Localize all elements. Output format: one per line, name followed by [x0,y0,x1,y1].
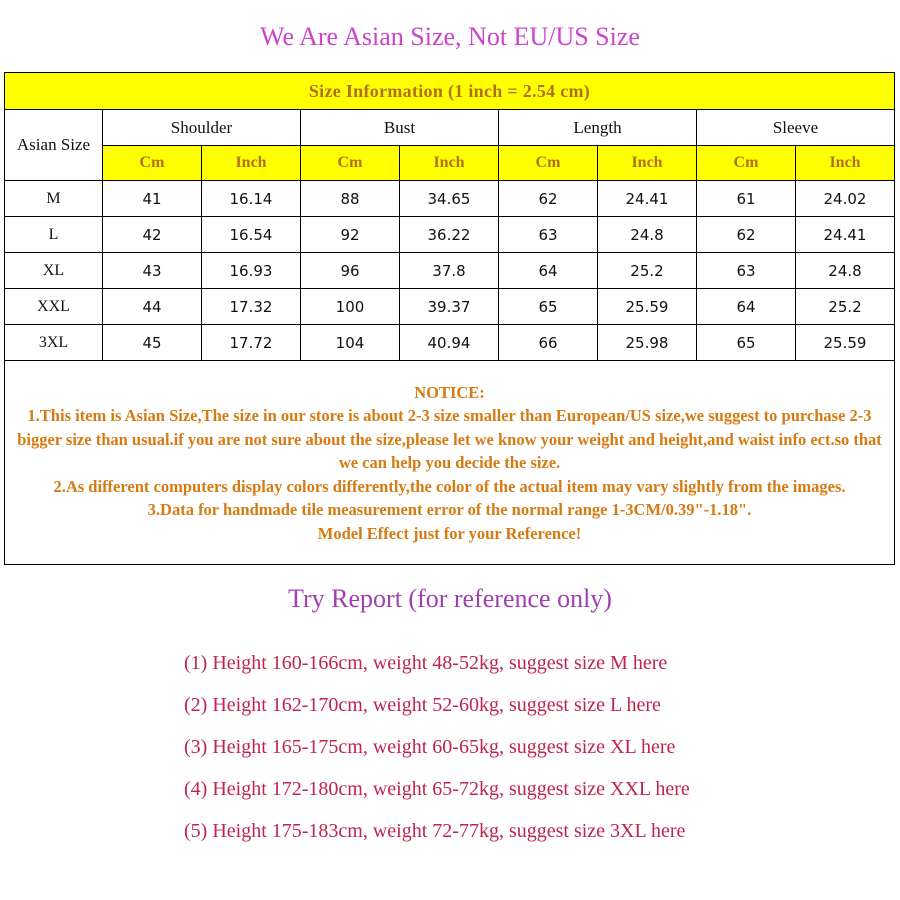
unit-header: Cm [301,146,400,181]
measurement-cell: 43 [103,253,202,289]
measurement-cell: 16.54 [202,217,301,253]
measurement-cell: 36.22 [400,217,499,253]
measurement-cell: 17.72 [202,325,301,361]
measurement-cell: 16.93 [202,253,301,289]
try-report-line: (1) Height 160-166cm, weight 48-52kg, suggest size M here [184,652,668,674]
try-report-line: (5) Height 175-183cm, weight 72-77kg, suggest size 3XL here [184,820,686,842]
table-caption-row [5,73,895,110]
measurement-cell: 65 [697,325,796,361]
size-label-cell: 3XL [5,325,103,361]
unit-header: Inch [796,146,895,181]
measurement-cell: 41 [103,181,202,217]
unit-header: Inch [400,146,499,181]
measurement-cell: 24.41 [598,181,697,217]
try-report-list [184,650,690,860]
size-label-cell: M [5,181,103,217]
unit-header: Inch [202,146,301,181]
unit-header: Inch [598,146,697,181]
group-header-shoulder: Shoulder [103,110,301,146]
measurement-cell: 24.8 [598,217,697,253]
measurement-cell: 16.14 [202,181,301,217]
notice-cell [5,361,895,565]
notice-row [5,361,895,565]
measurement-cell: 63 [499,217,598,253]
measurement-cell: 25.59 [598,289,697,325]
try-report-line: (4) Height 172-180cm, weight 65-72kg, suggest size XXL here [184,778,690,800]
table-row [5,217,895,253]
measurement-cell: 39.37 [400,289,499,325]
try-report-line: (2) Height 162-170cm, weight 52-60kg, suggest size L here [184,694,661,716]
measurement-cell: 65 [499,289,598,325]
measurement-cell: 24.02 [796,181,895,217]
measurement-cell: 61 [697,181,796,217]
measurement-cell: 92 [301,217,400,253]
try-report-line: (3) Height 165-175cm, weight 60-65kg, suggest size XL here [184,736,676,758]
size-chart-table [4,72,895,565]
measurement-cell: 25.2 [796,289,895,325]
measurement-cell: 37.8 [400,253,499,289]
measurement-cell: 96 [301,253,400,289]
table-row [5,289,895,325]
measurement-cell: 25.2 [598,253,697,289]
measurement-cell: 34.65 [400,181,499,217]
measurement-cell: 45 [103,325,202,361]
group-header-sleeve: Sleeve [697,110,895,146]
table-row [5,253,895,289]
size-label-cell: XXL [5,289,103,325]
measurement-cell: 17.32 [202,289,301,325]
unit-header-row [5,146,895,181]
page-headline: We Are Asian Size, Not EU/US Size [260,22,640,51]
group-header-bust: Bust [301,110,499,146]
group-header-length: Length [499,110,697,146]
measurement-cell: 66 [499,325,598,361]
notice-line: 2.As different computers display colors differently,the color of the actual item may vary slightly from the images. [53,476,846,496]
measurement-cell: 25.59 [796,325,895,361]
measurement-cell: 100 [301,289,400,325]
notice-line: Model Effect just for your Reference! [317,523,582,543]
measurement-cell: 40.94 [400,325,499,361]
table-caption: Size Information (1 inch = 2.54 cm) [5,73,895,110]
asian-size-header: Asian Size [5,110,103,181]
measurement-cell: 62 [697,217,796,253]
size-label-cell: XL [5,253,103,289]
unit-header: Cm [499,146,598,181]
table-row [5,181,895,217]
unit-header: Cm [103,146,202,181]
measurement-cell: 104 [301,325,400,361]
notice-line: 3.Data for handmade tile measurement error of the normal range 1-3CM/0.39"-1.18". [147,500,752,520]
measurement-cell: 63 [697,253,796,289]
measurement-cell: 24.41 [796,217,895,253]
measurement-cell: 64 [697,289,796,325]
measurement-cell: 24.8 [796,253,895,289]
measurement-cell: 88 [301,181,400,217]
measurement-cell: 42 [103,217,202,253]
measurement-cell: 64 [499,253,598,289]
notice-title: NOTICE: [414,382,485,402]
measurement-cell: 44 [103,289,202,325]
notice-line: 1.This item is Asian Size,The size in our store is about 2-3 size smaller than European/US size,we suggest to purchase 2-3 bigger size than usual.if you are not sure about the size,please let we know your weight and height,and waist info ect.so that we can help you decide the size. [17,406,882,473]
unit-header: Cm [697,146,796,181]
table-row [5,325,895,361]
try-report-title: Try Report (for reference only) [288,584,612,613]
size-label-cell: L [5,217,103,253]
group-header-row [5,110,895,146]
measurement-cell: 25.98 [598,325,697,361]
measurement-cell: 62 [499,181,598,217]
